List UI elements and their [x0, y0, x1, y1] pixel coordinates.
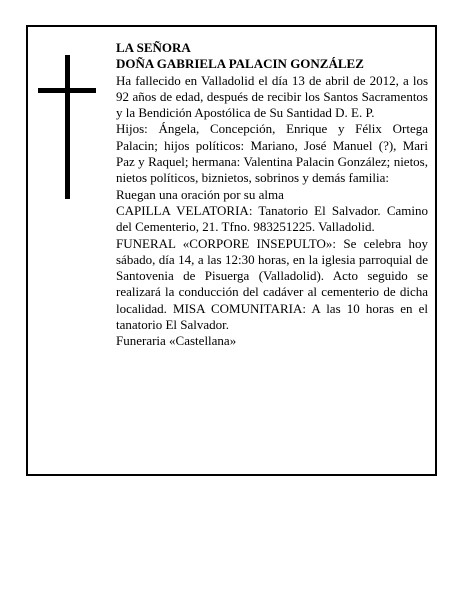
funeral-details: FUNERAL «CORPORE INSEPULTO»: Se celebra hoy sábado, día 14, a las 12:30 horas, en la iglesia parroquial de Santovenia de Pisuerga (Valladolid). Acto seguido se realizará la conducción del cadáver al cementerio de dicha localidad. MISA COMUNITARIA: A las 10 horas en el tanatorio El Salvador.	[116, 235, 428, 333]
deceased-name: DOÑA GABRIELA PALACIN GONZÁLEZ	[116, 56, 364, 72]
honorific: LA SEÑORA	[116, 40, 191, 55]
notice-text	[116, 40, 428, 350]
family-list: Hijos: Ángela, Concepción, Enrique y Félix Ortega Palacin; hijos políticos: Mariano, José Manuel (?), Mari Paz y Raquel; hermana: Valentina Palacin González; nietos, nietos políticos, biznietos, sobrinos y demás familia:	[116, 121, 428, 186]
cross-vertical-bar	[65, 55, 70, 199]
obituary-notice	[26, 25, 437, 476]
funeral-home: Funeraria «Castellana»	[116, 333, 237, 349]
cross-icon	[38, 55, 96, 199]
death-announcement: Ha fallecido en Valladolid el día 13 de abril de 2012, a los 92 años de edad, después de recibir los Santos Sacramentos y la Bendición Apostólica de Su Santidad D. E. P.	[116, 72, 428, 121]
cross-horizontal-bar	[38, 88, 96, 93]
prayer-request: Ruegan una oración por su alma	[116, 186, 284, 202]
wake-location: CAPILLA VELATORIA: Tanatorio El Salvador. Camino del Cementerio, 21. Tfno. 983251225. Valladolid.	[116, 202, 428, 235]
